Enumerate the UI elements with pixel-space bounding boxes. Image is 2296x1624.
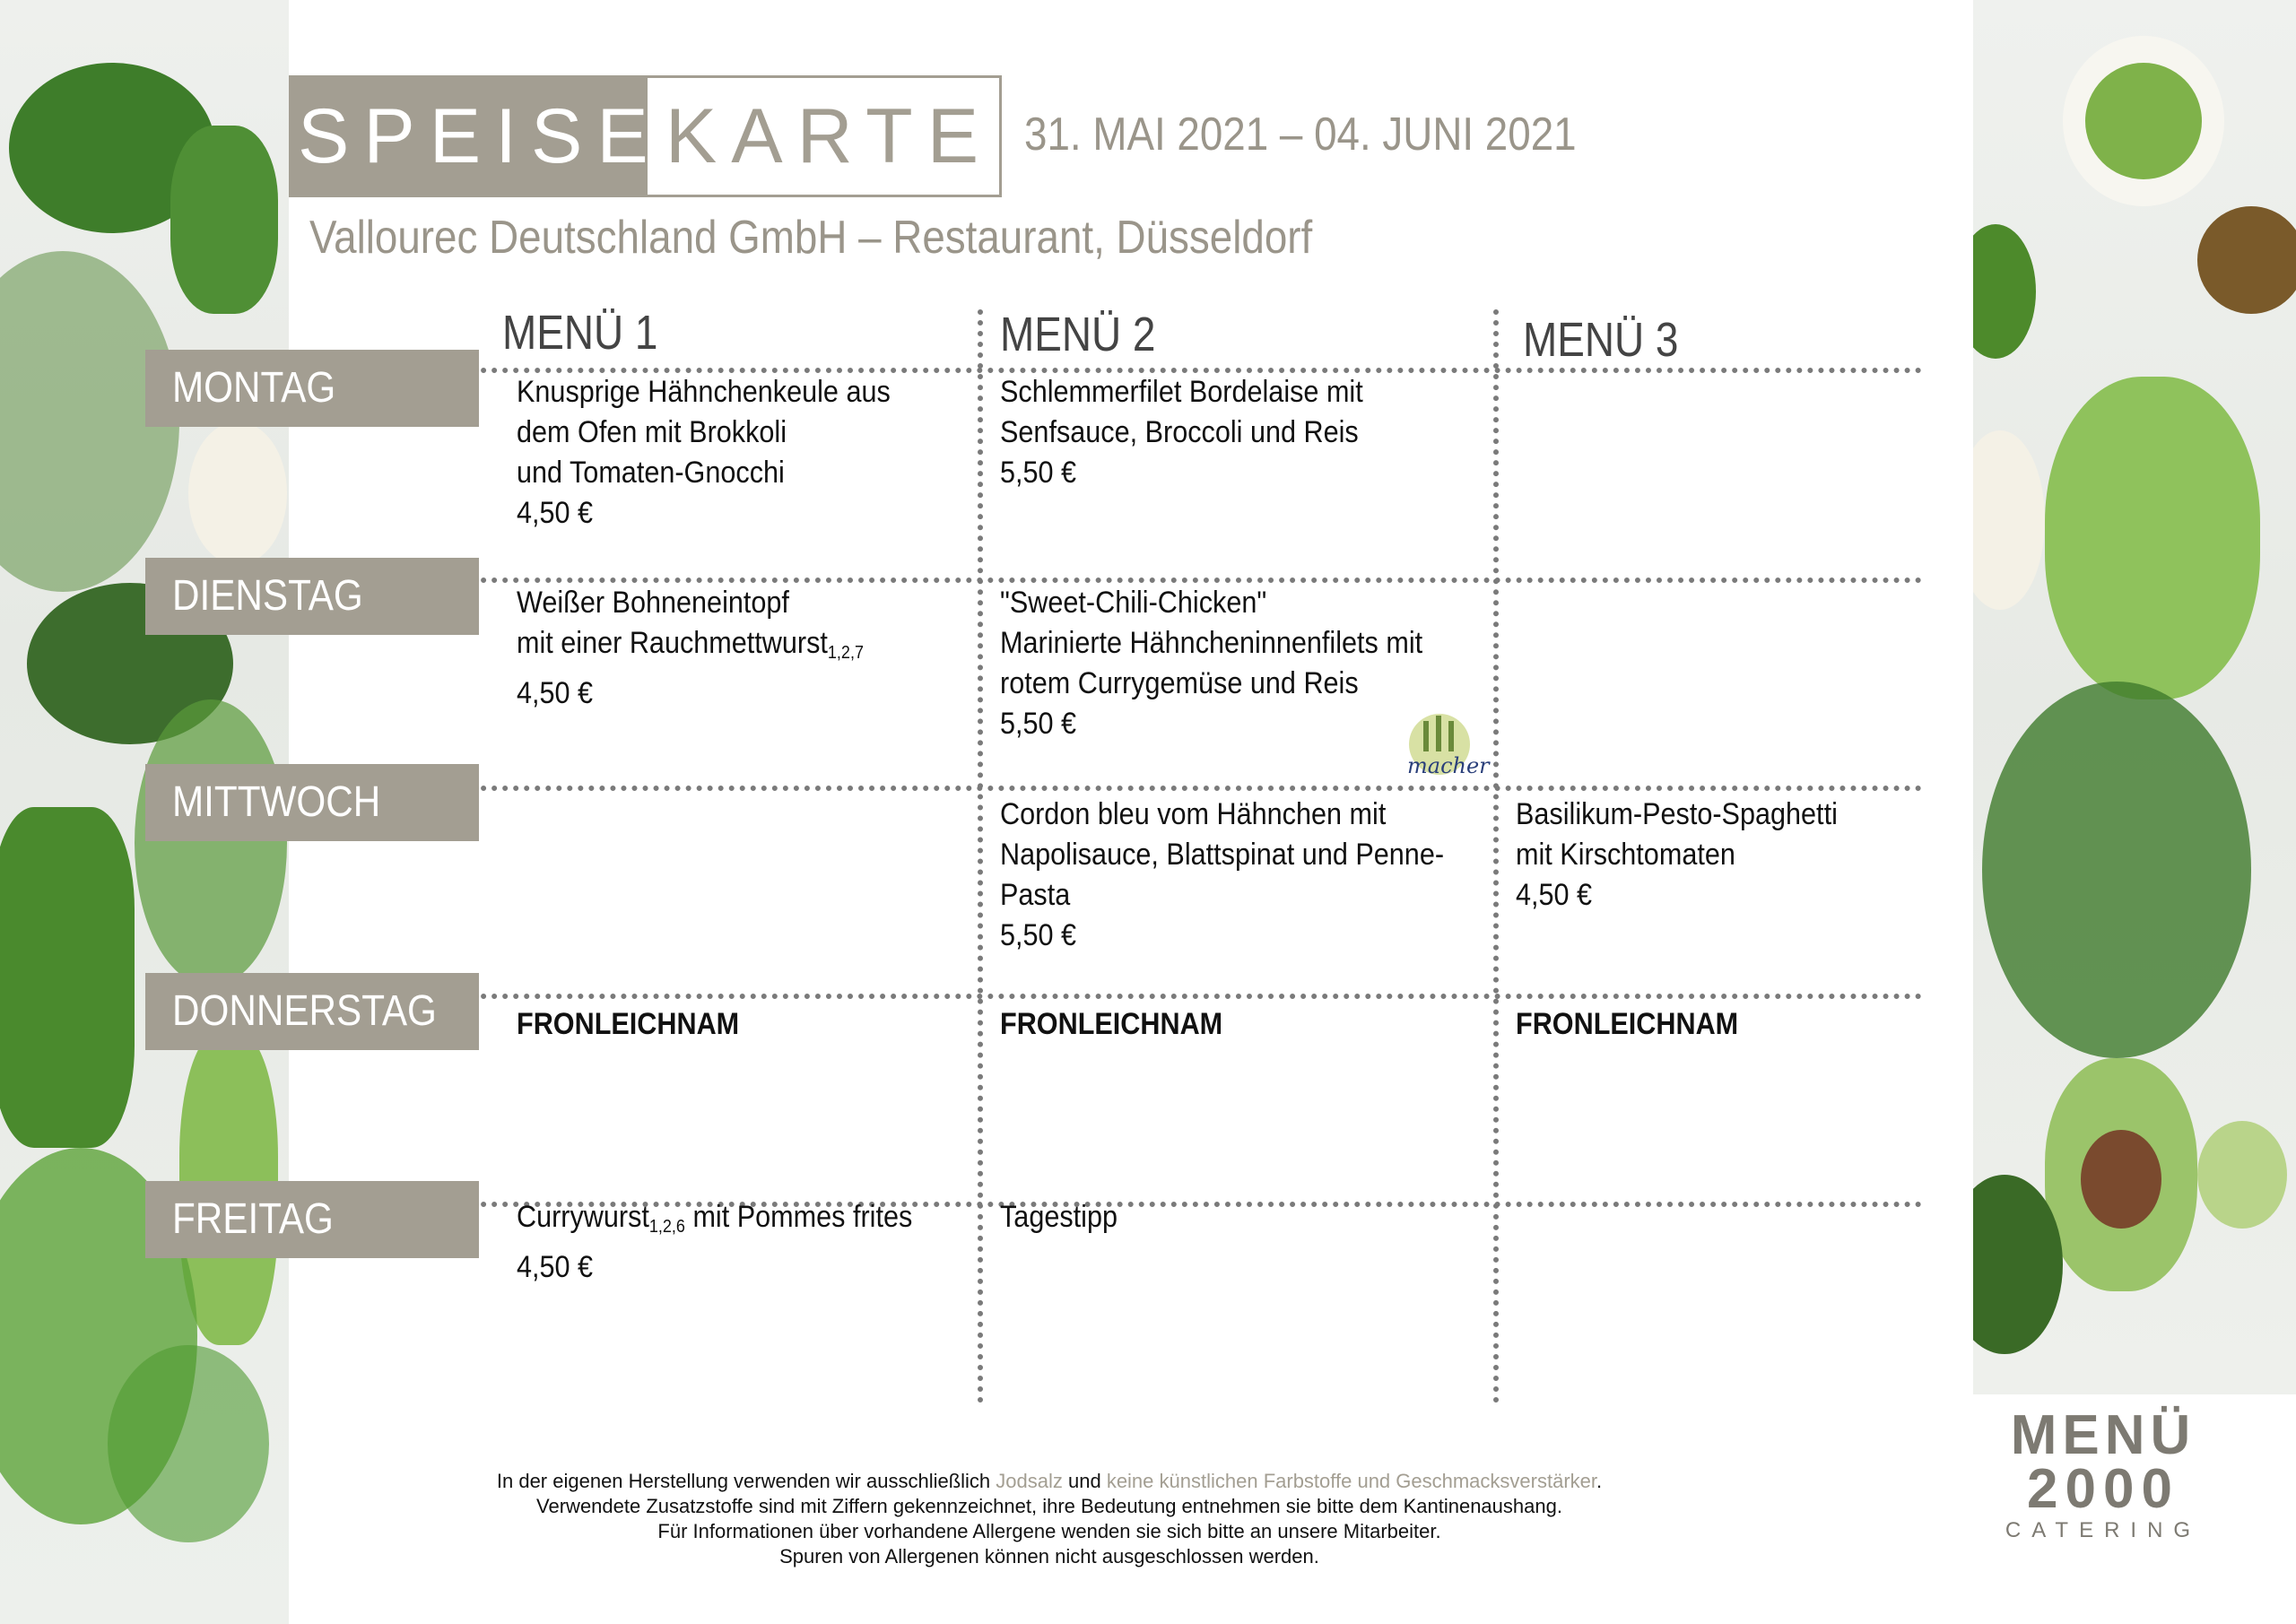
meal-mittwoch-menu3: Basilikum-Pesto-Spaghetti mit Kirschtomaten 4,50 € [1516,795,1838,916]
svg-text:macher: macher [1407,753,1490,778]
menu-2-heading: MENÜ 2 [1000,308,1156,361]
meal-dienstag-menu2: "Sweet-Chili-Chicken" Marinierte Hähncheninnenfilets mit rotem Currygemüse und Reis 5,50 € [1000,583,1422,744]
row-divider-mittwoch [438,786,1922,791]
price: 5,50 € [1000,918,1077,952]
date-range: 31. MAI 2021 – 04. JUNI 2021 [1024,109,1577,161]
menu2000-logo: MENÜ 2000 CATERING [2005,1404,2202,1542]
price: 5,50 € [1000,707,1077,741]
subtitle: Vallourec Deutschland GmbH – Restaurant, Düsseldorf [309,212,1313,264]
day-label-freitag: FREITAG [145,1181,479,1258]
price: 4,50 € [517,1250,594,1284]
column-divider-1 [978,309,983,1403]
menu-1-heading: MENÜ 1 [502,306,658,360]
day-label-dienstag: DIENSTAG [145,558,479,635]
meal-montag-menu2: Schlemmerfilet Bordelaise mit Senfsauce, Broccoli und Reis 5,50 € [1000,372,1363,493]
macher-seal-icon [1404,708,1502,780]
day-label-mittwoch: MITTWOCH [145,764,479,841]
title-karte: KARTE [665,93,994,179]
holiday-donnerstag-menu3: FRONLEICHNAM [1516,1007,1739,1041]
meal-freitag-menu1: Currywurst$_{1,2,6}$ mit Pommes frites 4,50 € [517,1197,912,1288]
meal-dienstag-menu1: Weißer Bohneneintopf mit einer Rauchmettwurst$_{1,2,7}$ 4,50 € [517,583,864,714]
price: 5,50 € [1000,456,1077,490]
day-label-donnerstag: DONNERSTAG [145,973,479,1050]
meal-freitag-menu2: Tagestipp [1000,1200,1118,1234]
price: 4,50 € [517,496,594,530]
day-label-montag: MONTAG [145,350,479,427]
holiday-donnerstag-menu2: FRONLEICHNAM [1000,1007,1223,1041]
footer-notice: In der eigenen Herstellung verwenden wir ausschließlich Jodsalz und keine künstlichen Farbstoffe und Geschmacksverstärker. Verwendete Zusatzstoffe sind mit Ziffern gekennzeichnet, ihre Bedeutung entnehmen sie bitte dem Kantinenaushang. Für Informationen über vorhandene Allergene wenden sie sich bitte an unsere Mitarbeiter. Spuren von Allergenen können nicht ausgeschlossen werden. [496,1470,1603,1568]
meal-montag-menu1: Knusprige Hähnchenkeule aus dem Ofen mit Brokkoli und Tomaten-Gnocchi 4,50 € [517,372,891,534]
row-divider-donnerstag [438,994,1922,999]
holiday-donnerstag-menu1: FRONLEICHNAM [517,1007,740,1041]
price: 4,50 € [1516,878,1593,912]
price: 4,50 € [517,676,594,710]
column-divider-2 [1493,309,1499,1403]
meal-mittwoch-menu2: Cordon bleu vom Hähnchen mit Napolisauce, Blattspinat und Penne- Pasta 5,50 € [1000,795,1444,956]
vegetables-photo-right [1973,0,2296,1394]
title-speise: SPEISE [289,75,648,197]
menu-3-heading: MENÜ 3 [1523,313,1679,367]
